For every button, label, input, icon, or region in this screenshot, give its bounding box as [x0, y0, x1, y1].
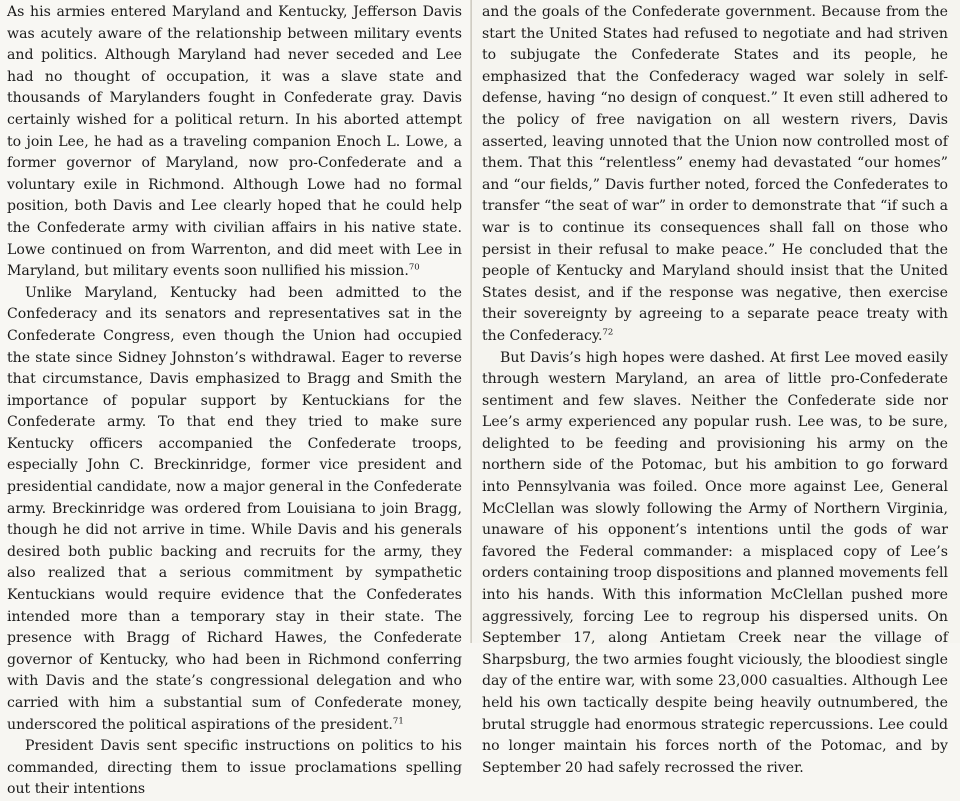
paragraph-antietam: [482, 348, 948, 780]
paragraph-maryland-politics: [7, 2, 462, 283]
paragraph-kentucky: [7, 283, 462, 736]
paragraph-text: But Davis’s high hopes were dashed. At first Lee moved easily through western Maryland, an area of little pro-Confederate sentiment and few slaves. Neither the Confederate side nor Lee’s army experienced any popular rush. Lee was, to be sure, delighted to be feeding and provisioning his army on the northern side of the Potomac, but his ambition to go forward into Pennsylvania was foiled. Once more against Lee, General McClellan was slowly following the Army of Northern Virginia, unaware of his opponent’s intentions until the gods of war favored the Federal commander: a misplaced copy of Lee’s orders containing troop dispositions and planned movements fell into his hands. With this information McClellan pushed more aggressively, forcing Lee to regroup his dispersed units. On September 17, along Antietam Creek near the village of Sharpsburg, the two armies fought viciously, the bloodiest single day of the entire war, with some 23,000 casualties. Although Lee held his own tactically despite being heavily outnumbered, the brutal struggle had enormous strategic repercussions. Lee could no longer maintain his forces north of the Potomac, and by September 20 had safely recrossed the river.: [482, 349, 948, 776]
paragraph-instructions: [7, 736, 462, 801]
paragraph-text: and the goals of the Confederate government. Because from the start the United States had refused to negotiate and had striven to subjugate the Confederate States and its people, he emphasized that the Confederacy waged war solely in self-defense, having “no design of conquest.” It even still adhered to the policy of free navigation on all western rivers, Davis asserted, leaving unnoted that the Union now controlled most of them. That this “relentless” enemy had devastated “our homes” and “our fields,” Davis further noted, forced the Confederates to transfer “the seat of war” in order to demonstrate that “if such a war is to continue its consequences shall fall on those who persist in their refusal to make peace.” He concluded that the people of Kentucky and Maryland should insist that the United States desist, and if the response was negative, then exercise their sovereignty by agreeing to a separate peace treaty with the Confederacy.: [482, 4, 948, 344]
footnote-ref: 70: [408, 262, 420, 273]
right-page: [472, 0, 960, 776]
paragraph-text: As his armies entered Maryland and Kentucky, Jefferson Davis was acutely aware of the relationship between military events and politics. Although Maryland had never seceded and Lee had no thought of occupation, it was a slave state and thousands of Marylanders fought in Confederate gray. Davis certainly wished for a political return. In his aborted attempt to join Lee, he had as a traveling companion Enoch L. Lowe, a former governor of Maryland, now pro-Confederate and a voluntary exile in Richmond. Although Lowe had no formal position, both Davis and Lee clearly hoped that he could help the Confederate army with civilian affairs in his native state. Lowe continued on from Warrenton, and did meet with Lee in Maryland, but military events soon nullified his mission.: [7, 4, 462, 280]
footnote-ref: 72: [602, 327, 614, 338]
paragraph-confederate-goals: [482, 2, 948, 348]
paragraph-text: Unlike Maryland, Kentucky had been admitted to the Confederacy and its senators and representatives sat in the Confederate Congress, even though the Union had occupied the state since Sidney Johnston’s withdrawal. Eager to reverse that circumstance, Davis emphasized to Bragg and Smith the importance of popular support by Kentuckians for the Confederate army. To that end they tried to make sure Kentucky officers accompanied the Confederate troops, especially John C. Breckinridge, former vice president and presidential candidate, now a major general in the Confederate army. Breckinridge was ordered from Louisiana to join Bragg, though he did not arrive in time. While Davis and his generals desired both public backing and recruits for the army, they also realized that a serious commitment by sympathetic Kentuckians would require evidence that the Confederates intended more than a temporary stay in their state. The presence with Bragg of Richard Hawes, the Confederate governor of Kentucky, who had been in Richmond conferring with Davis and the state’s congressional delegation and who carried with him a substantial sum of Confederate money, underscored the political aspirations of the president.: [7, 284, 462, 733]
paragraph-text: President Davis sent specific instructions on politics to his commanded, directing them to issue proclamations spelling out their intentions: [7, 738, 462, 798]
footnote-ref: 71: [392, 715, 404, 726]
left-page: [0, 0, 472, 798]
